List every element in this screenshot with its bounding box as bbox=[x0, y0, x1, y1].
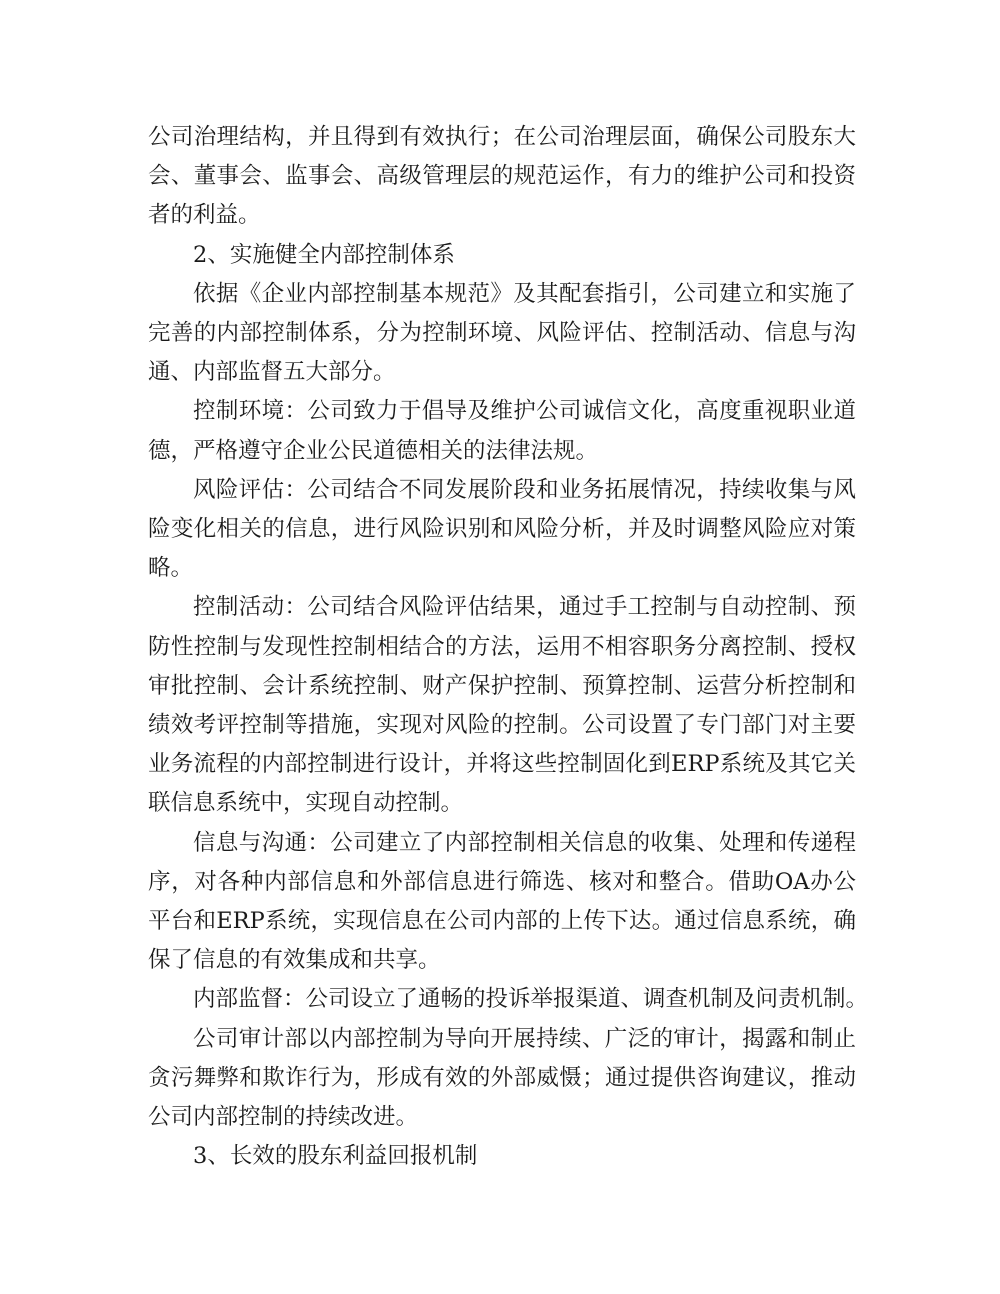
section-heading-shareholder-return bbox=[148, 1137, 856, 1176]
paragraph-internal-supervision bbox=[148, 980, 869, 1019]
heading-text: 2、实施健全内部控制体系 bbox=[193, 241, 455, 268]
text-line: 险变化相关的信息，进行风险识别和风险分析，并及时调整风险应对策 bbox=[148, 516, 856, 543]
text-line: 业务流程的内部控制进行设计，并将这些控制固化到ERP系统及其它关 bbox=[148, 751, 856, 778]
text-line: 内部监督：公司设立了通畅的投诉举报渠道、调查机制及问责机制。 bbox=[193, 986, 869, 1013]
text-line: 公司治理结构，并且得到有效执行；在公司治理层面，确保公司股东大 bbox=[148, 124, 856, 150]
text-line: 公司内部控制的持续改进。 bbox=[148, 1104, 419, 1131]
paragraph-information-communication bbox=[148, 824, 856, 981]
text-line: 控制环境：公司致力于倡导及维护公司诚信文化，高度重视职业道 bbox=[193, 398, 856, 425]
text-line: 会、董事会、监事会、高级管理层的规范运作，有力的维护公司和投资 bbox=[148, 163, 856, 190]
text-line: 保了信息的有效集成和共享。 bbox=[148, 947, 441, 974]
text-line: 通、内部监督五大部分。 bbox=[148, 359, 396, 386]
paragraph-control-activities bbox=[148, 588, 856, 823]
text-line: 平台和ERP系统，实现信息在公司内部的上传下达。通过信息系统，确 bbox=[148, 908, 856, 935]
text-line: 序，对各种内部信息和外部信息进行筛选、核对和整合。借助OA办公 bbox=[148, 868, 856, 895]
text-line: 者的利益。 bbox=[148, 202, 261, 229]
document-body bbox=[148, 118, 869, 1176]
text-line: 联信息系统中，实现自动控制。 bbox=[148, 790, 464, 817]
text-line: 贪污舞弊和欺诈行为，形成有效的外部威慑；通过提供咨询建议，推动 bbox=[148, 1064, 856, 1091]
text-line: 略。 bbox=[148, 555, 194, 582]
section-heading-internal-control bbox=[148, 236, 856, 275]
text-line: 防性控制与发现性控制相结合的方法，运用不相容职务分离控制、授权 bbox=[148, 633, 856, 660]
text-line: 绩效考评控制等措施，实现对风险的控制。公司设置了专门部门对主要 bbox=[148, 712, 856, 739]
text-line: 依据《企业内部控制基本规范》及其配套指引，公司建立和实施了 bbox=[193, 280, 856, 307]
text-line: 风险评估：公司结合不同发展阶段和业务拓展情况，持续收集与风 bbox=[193, 476, 856, 503]
text-line: 公司审计部以内部控制为导向开展持续、广泛的审计，揭露和制止 bbox=[193, 1025, 856, 1052]
text-line: 信息与沟通：公司建立了内部控制相关信息的收集、处理和传递程 bbox=[193, 829, 856, 856]
paragraph-governance-continuation bbox=[148, 118, 856, 236]
paragraph-internal-control-system bbox=[148, 275, 856, 393]
text-line: 控制活动：公司结合风险评估结果，通过手工控制与自动控制、预 bbox=[193, 594, 856, 621]
text-line: 德，严格遵守企业公民道德相关的法律法规。 bbox=[148, 437, 599, 464]
paragraph-control-environment bbox=[148, 392, 856, 470]
heading-text: 3、长效的股东利益回报机制 bbox=[193, 1143, 478, 1170]
text-line: 完善的内部控制体系，分为控制环境、风险评估、控制活动、信息与沟 bbox=[148, 320, 856, 347]
paragraph-audit-department bbox=[148, 1020, 856, 1138]
text-line: 审批控制、会计系统控制、财产保护控制、预算控制、运营分析控制和 bbox=[148, 672, 856, 699]
paragraph-risk-assessment bbox=[148, 471, 856, 589]
